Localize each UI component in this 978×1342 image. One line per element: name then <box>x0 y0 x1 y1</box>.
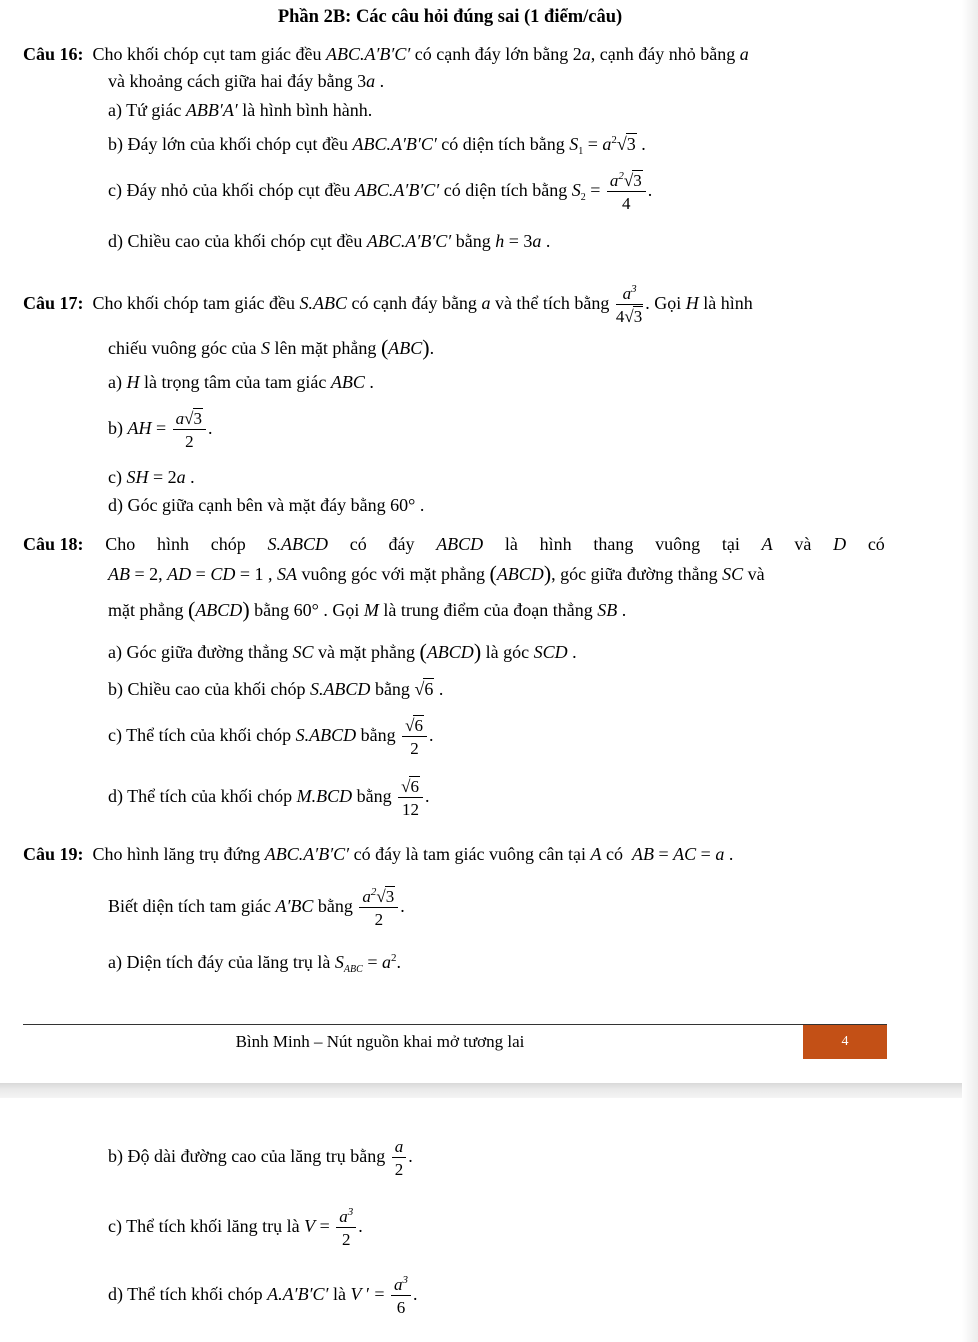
question-18-option-d: d) Thể tích của khối chóp M.BCD bằng $\frac{√6}{12}$ . <box>108 777 430 819</box>
question-16-stem-line-1: Câu 16: Cho khối chóp cụt tam giác đều ABC.A′B′C′ có cạnh đáy lớn bằng 2a, cạnh đáy nhỏ bằng a <box>23 44 749 64</box>
question-19-option-d: d) Thể tích khối chóp A.A′B′C′ là V ′ = $\frac{a^3}{6}$ . <box>108 1274 418 1317</box>
question-19-option-a: a) Diện tích đáy của lăng trụ là $S_{ABC} = a^2$. <box>108 952 401 975</box>
question-19-option-b: b) Độ dài đường cao của lăng trụ bằng $\frac{a}{2}$ . <box>108 1137 413 1179</box>
question-number: Câu 18: <box>23 534 84 554</box>
question-18-option-c: c) Thể tích của khối chóp S.ABCD bằng $\frac{√6}{2}$ . <box>108 716 434 758</box>
viewer-right-edge <box>962 0 978 1342</box>
question-16-option-b: b) Đáy lớn của khối chóp cụt đều ABC.A′B′C′ có diện tích bằng $S_1 = a^2√3$ . <box>108 134 646 157</box>
question-16-option-d: d) Chiều cao của khối chóp cụt đều ABC.A′B′C′ bằng h = 3a . <box>108 231 551 251</box>
question-18-stem-line-1: Câu 18: Cho hình chóp S.ABCD có đáy ABCD là hình thang vuông tại A và D có <box>23 534 885 554</box>
question-17-stem-line-2: chiếu vuông góc của S lên mặt phẳng (ABC). <box>108 335 435 360</box>
question-17-option-d: d) Góc giữa cạnh bên và mặt đáy bằng 60° . <box>108 495 425 515</box>
question-17-option-a: a) H là trọng tâm của tam giác ABC . <box>108 372 374 392</box>
question-17-stem-line-1: Câu 17: Cho khối chóp tam giác đều S.ABC có cạnh đáy bằng a và thể tích bằng $\frac{a^3}{4√3}$ . Gọi H là hình <box>23 283 753 326</box>
question-16-stem-line-2: và khoảng cách giữa hai đáy bằng 3a . <box>108 71 385 91</box>
question-number: Câu 16: <box>23 44 84 64</box>
question-number: Câu 19: <box>23 844 84 864</box>
question-19-stem-line-2: Biết diện tích tam giác A′BC bằng $\frac{a^2√3}{2}$ . <box>108 886 405 929</box>
question-number: Câu 17: <box>23 293 84 314</box>
question-18-option-b: b) Chiều cao của khối chóp S.ABCD bằng √6 . <box>108 679 444 699</box>
question-18-stem-line-2: AB = 2, AD = CD = 1 , SA vuông góc với mặt phẳng (ABCD), góc giữa đường thẳng SC và <box>108 561 765 586</box>
question-19-option-c: c) Thể tích khối lăng trụ là V = $\frac{a^3}{2}$ . <box>108 1206 363 1249</box>
question-17-option-c: c) SH = 2a . <box>108 467 195 487</box>
section-title: Phần 2B: Các câu hỏi đúng sai (1 điểm/câu) <box>277 7 623 27</box>
footer-text: Bình Minh – Nút nguồn khai mở tương lai <box>235 1032 525 1051</box>
question-16-option-a: a) Tứ giác ABB′A′ là hình bình hành. <box>108 100 373 120</box>
question-17-option-b: b) AH = $\frac{a√3}{2}$ . <box>108 409 213 451</box>
question-18-option-a: a) Góc giữa đường thẳng SC và mặt phẳng (ABCD) là góc SCD . <box>108 639 577 664</box>
page-separator <box>0 1083 978 1098</box>
question-18-stem-line-3: mặt phẳng (ABCD) bằng 60° . Gọi M là trung điểm của đoạn thẳng SB . <box>108 597 627 622</box>
page-number-badge: 4 <box>803 1025 887 1059</box>
footer-rule <box>23 1024 887 1025</box>
question-19-stem-line-1: Câu 19: Cho hình lăng trụ đứng ABC.A′B′C′ có đáy là tam giác vuông cân tại A có AB = AC = a . <box>23 844 734 864</box>
question-16-option-c: c) Đáy nhỏ của khối chóp cụt đều ABC.A′B′C′ có diện tích bằng $S_2$ = $\frac{a^2√3}{4}$ . <box>108 170 653 213</box>
